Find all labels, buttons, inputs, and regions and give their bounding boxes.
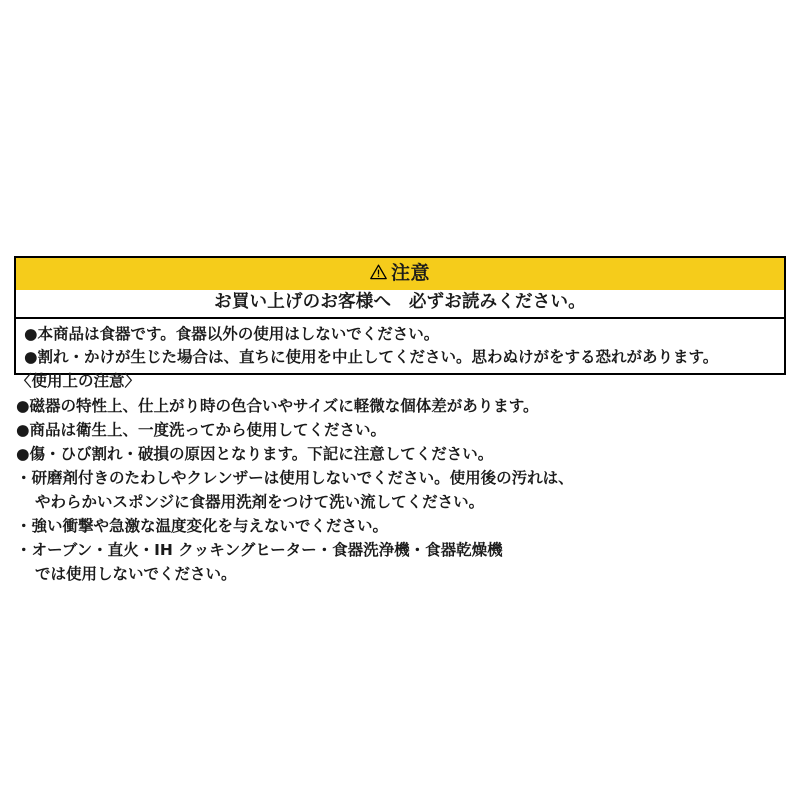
notice-body — [16, 319, 784, 373]
usage-note-line: やわらかいスポンジに食器用洗剤をつけて洗い流してください。 — [35, 493, 485, 512]
notice-line: ●割れ・かけが生じた場合は、直ちに使用を中止してください。思わぬけがをする恐れがあります。 — [24, 347, 719, 366]
usage-note-line: では使用しないでください。 — [35, 565, 237, 584]
notice-line: ●本商品は食器です。食器以外の使用はしないでください。 — [24, 325, 440, 344]
usage-note-line: ・研磨剤付きのたわしやクレンザーは使用しないでください。使用後の汚れは、 — [16, 469, 574, 488]
usage-notes-title: 〈使用上の注意〉 — [16, 372, 141, 390]
usage-note-line: ●傷・ひび割れ・破損の原因となります。下記に注意してください。 — [16, 445, 494, 464]
usage-note-line: ●磁器の特性上、仕上がり時の色合いやサイズに軽微な個体差があります。 — [16, 397, 539, 416]
notice-header — [16, 258, 784, 290]
warning-triangle-icon — [370, 261, 387, 289]
usage-note-line: ・強い衝撃や急激な温度変化を与えないでください。 — [16, 517, 389, 536]
usage-notes-section — [16, 370, 794, 586]
usage-note-line: ●商品は衛生上、一度洗ってから使用してください。 — [16, 421, 387, 440]
notice-subtitle: お買い上げのお客様へ 必ずお読みください。 — [16, 290, 784, 320]
usage-note-line: ・オーブン・直火・IH クッキングヒーター・食器洗浄機・食器乾燥機 — [16, 541, 503, 560]
notice-header-title: 注意 — [390, 262, 430, 284]
warning-notice-block — [14, 256, 786, 375]
